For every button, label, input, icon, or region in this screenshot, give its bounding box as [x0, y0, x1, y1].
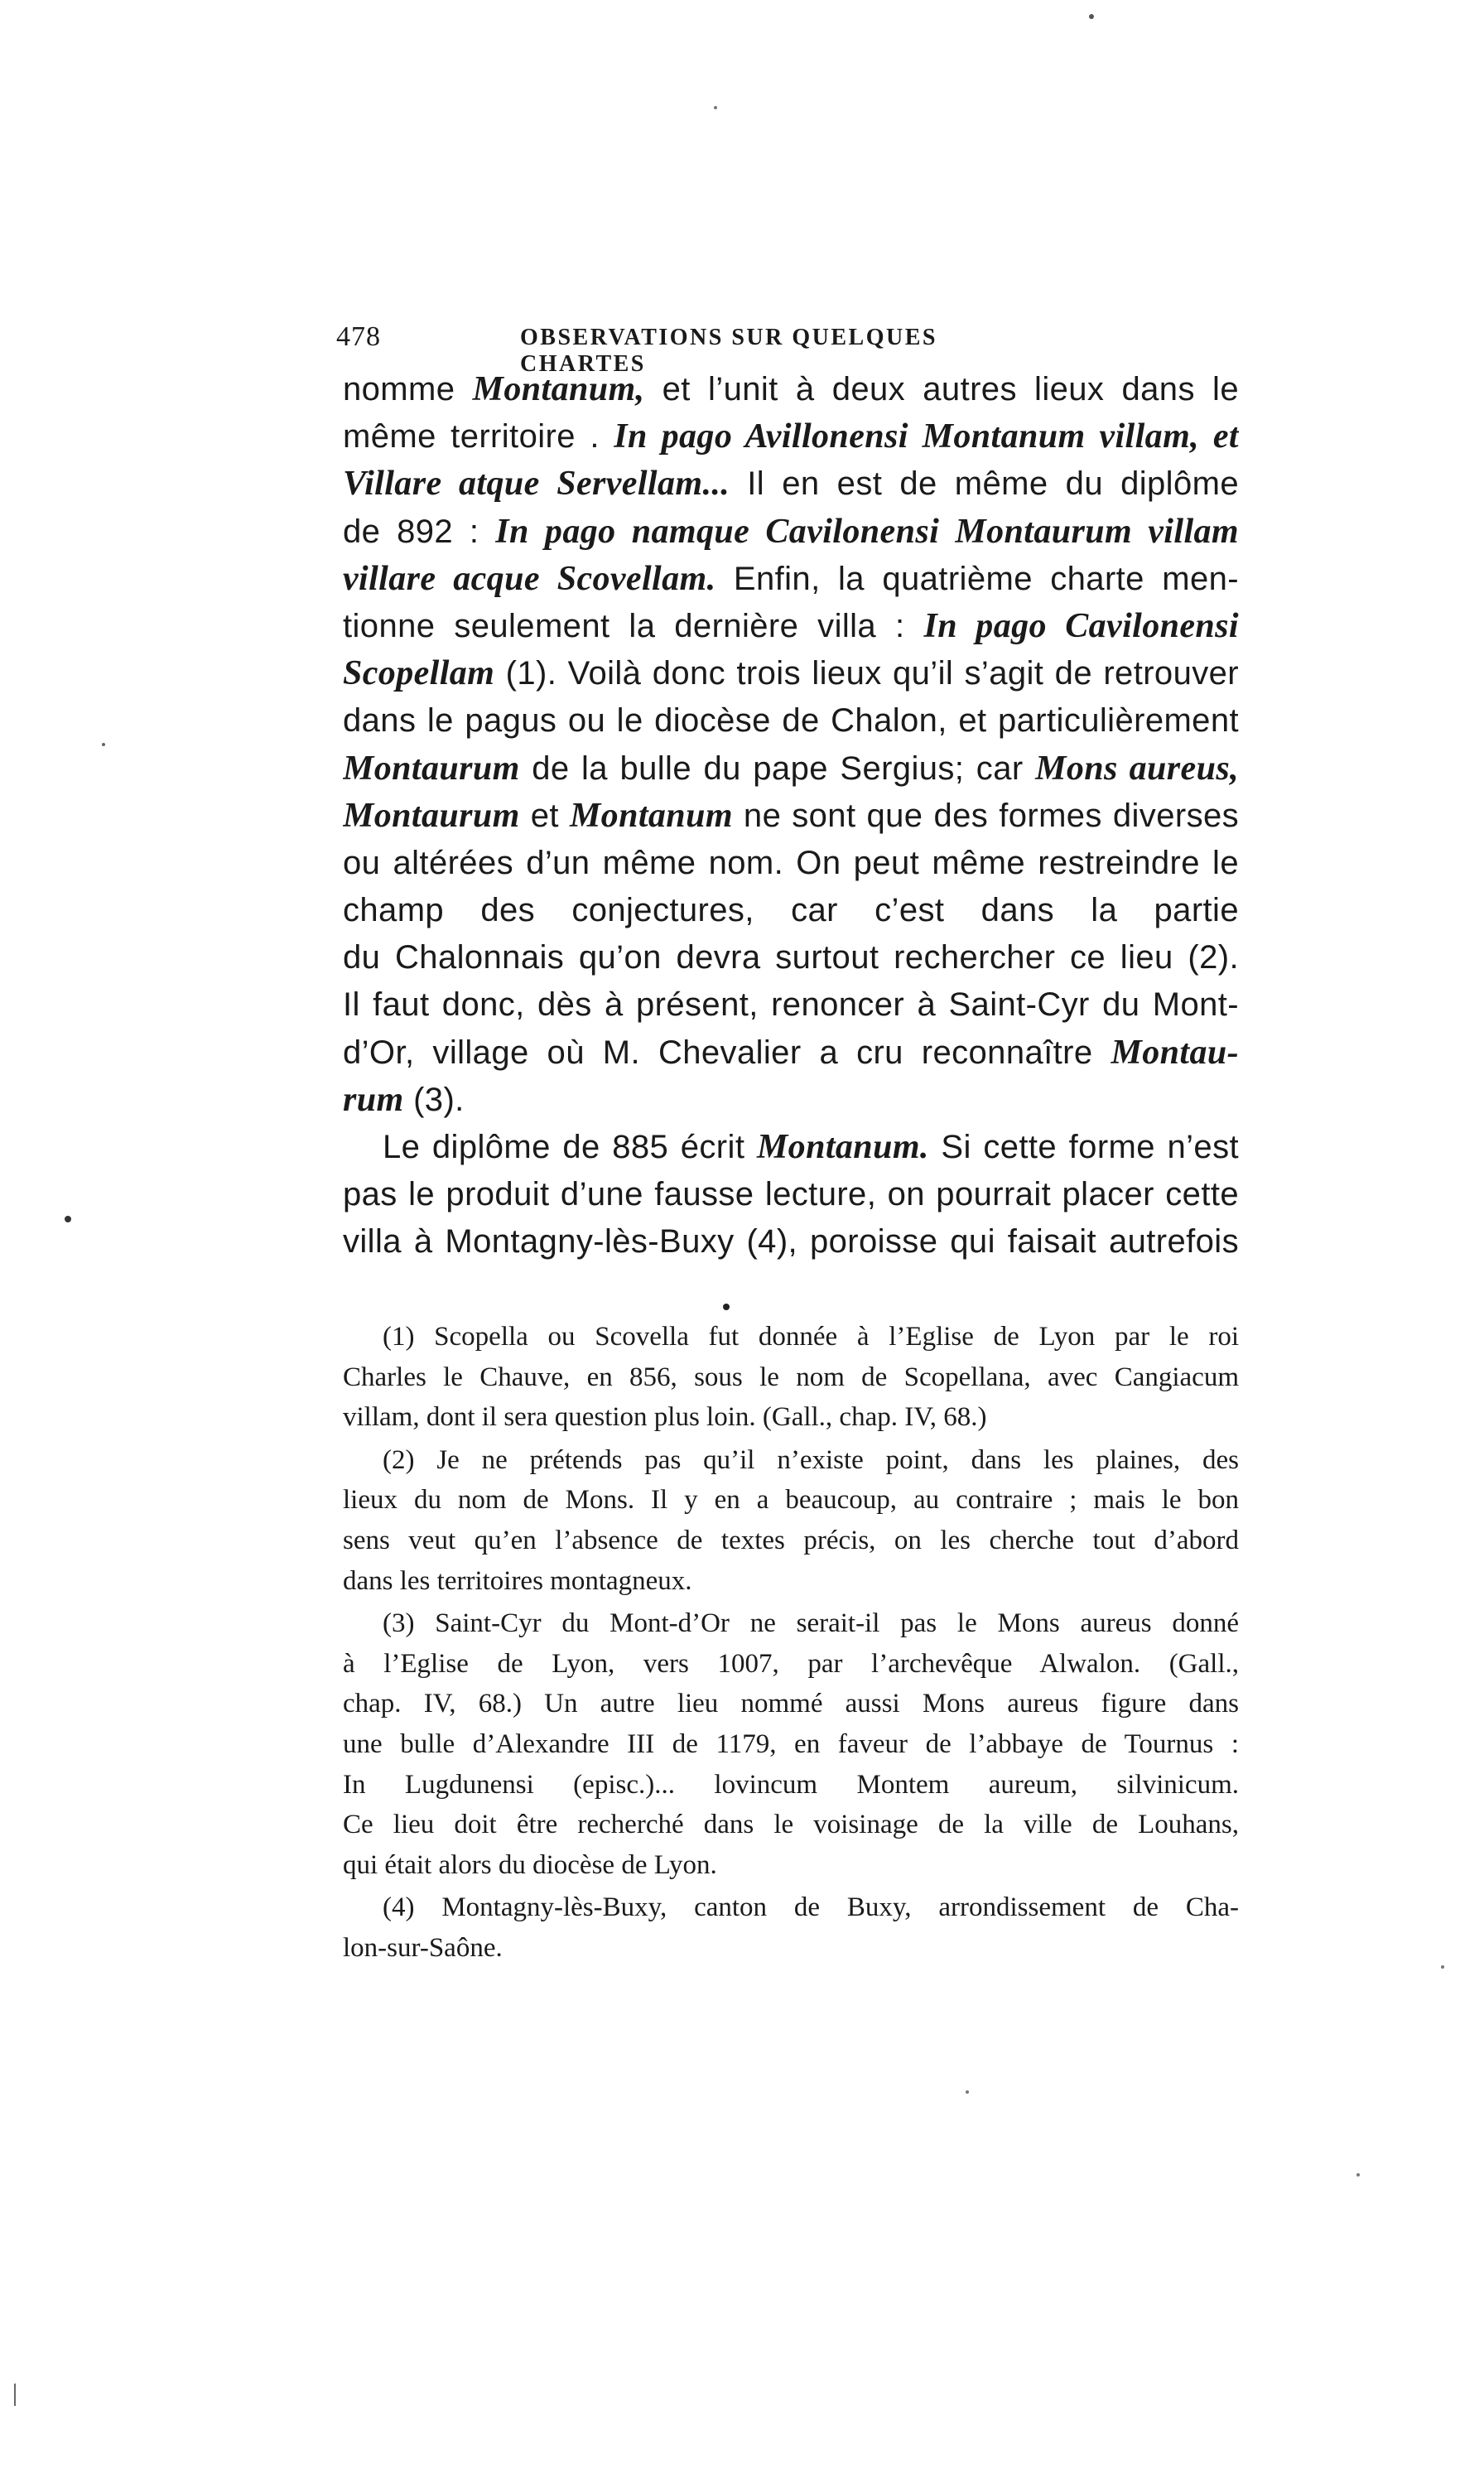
text-line: champ des conjectures, car c’est dans la partie [343, 892, 1239, 929]
text-line: Montaurum de la bulle du pape Sergius; car Mons aureus, [343, 749, 1239, 788]
footnote-line: chap. IV, 68.) Un autre lieu nommé aussi Mons aureus figure dans [343, 1689, 1239, 1719]
text-line: dans le pagus ou le diocèse de Chalon, et particulièrement [343, 702, 1239, 740]
text-line: rum (3). [343, 1080, 465, 1119]
footnote-line: une bulle d’Alexandre III de 1179, en faveur de l’abbaye de Tournus : [343, 1728, 1239, 1759]
text-line: du Chalonnais qu’on devra surtout rechercher ce lieu (2). [343, 939, 1239, 976]
text-line: Montaurum et Montanum ne sont que des formes diverses [343, 796, 1239, 835]
footnote-line: à l’Eglise de Lyon, vers 1007, par l’archevêque Alwalon. (Gall., [343, 1648, 1239, 1679]
text-line: même territoire . In pago Avillonensi Montanum villam, et [343, 417, 1239, 456]
text-line: ou altérées d’un même nom. On peut même restreindre le [343, 844, 1239, 881]
text-line: Scopellam (1). Voilà donc trois lieux qu’il s’agit de retrouver [343, 654, 1239, 693]
main-text [343, 366, 1239, 1266]
footnote [343, 1440, 1239, 1601]
running-title: OBSERVATIONS SUR QUELQUES CHARTES [520, 325, 937, 377]
text-line: nomme Montanum, et l’unit à deux autres lieux dans le [343, 370, 1239, 408]
scan-speck [1089, 14, 1094, 19]
text-line: de 892 : In pago namque Cavilonensi Montaurum villam [343, 512, 1239, 551]
footnote-line: Ce lieu doit être recherché dans le voisinage de la ville de Louhans, [343, 1810, 1239, 1840]
scan-speck [1441, 1965, 1444, 1969]
text-line: Villare atque Servellam... Il en est de même du diplôme [343, 465, 1239, 504]
text-line: Il faut donc, dès à présent, renoncer à Saint-Cyr du Mont- [343, 986, 1239, 1024]
text-line: tionne seulement la dernière villa : In pago Cavilonensi [343, 606, 1239, 645]
footnote-line: qui était alors du diocèse de Lyon. [343, 1849, 717, 1880]
footnote-line: lon-sur-Saône. [343, 1932, 503, 1963]
page-number: 478 [336, 321, 381, 352]
text-line: Le diplôme de 885 écrit Montanum. Si cette forme n’est [383, 1128, 1239, 1166]
text-line: villare acque Scovellam. Enfin, la quatrième charte men- [343, 559, 1239, 598]
footnote-line: Charles le Chauve, en 856, sous le nom de Scopellana, avec Cangiacum [343, 1362, 1239, 1392]
footnote-line: (4) Montagny-lès-Buxy, canton de Buxy, arrondissement de Cha- [383, 1892, 1239, 1923]
scan-speck [102, 743, 105, 746]
footnote [343, 1603, 1239, 1885]
footnote-line: villam, dont il sera question plus loin. (Gall., chap. IV, 68.) [343, 1402, 987, 1433]
scan-speck [723, 1304, 730, 1310]
text-line: villa à Montagny-lès-Buxy (4), poroisse qui faisait autrefois [343, 1223, 1239, 1261]
page-header [336, 316, 1055, 377]
footnote-line: (2) Je ne prétends pas qu’il n’existe point, dans les plaines, des [383, 1444, 1239, 1475]
scan-speck [65, 1216, 71, 1222]
scan-speck [1356, 2173, 1360, 2177]
scan-speck [966, 2090, 969, 2094]
footnote-line: dans les territoires montagneux. [343, 1565, 692, 1596]
footnotes [343, 1317, 1239, 1971]
footnote-line: (1) Scopella ou Scovella fut donnée à l’Eglise de Lyon par le roi [383, 1322, 1239, 1352]
footnote-line: In Lugdunensi (episc.)... lovincum Montem aureum, silvinicum. [343, 1769, 1239, 1800]
text-line: pas le produit d’une fausse lecture, on pourrait placer cette [343, 1176, 1239, 1213]
footnote-line: sens veut qu’en l’absence de textes précis, on les cherche tout d’abord [343, 1525, 1239, 1555]
footnote-line: (3) Saint-Cyr du Mont-d’Or ne serait-il pas le Mons aureus donné [383, 1608, 1239, 1639]
footnote [343, 1887, 1239, 1968]
footnote-line: lieux du nom de Mons. Il y en a beaucoup, au contraire ; mais le bon [343, 1485, 1239, 1516]
text-line: d’Or, village où M. Chevalier a cru reconnaître Montau- [343, 1033, 1239, 1072]
scan-speck [714, 106, 717, 109]
footnote [343, 1317, 1239, 1438]
